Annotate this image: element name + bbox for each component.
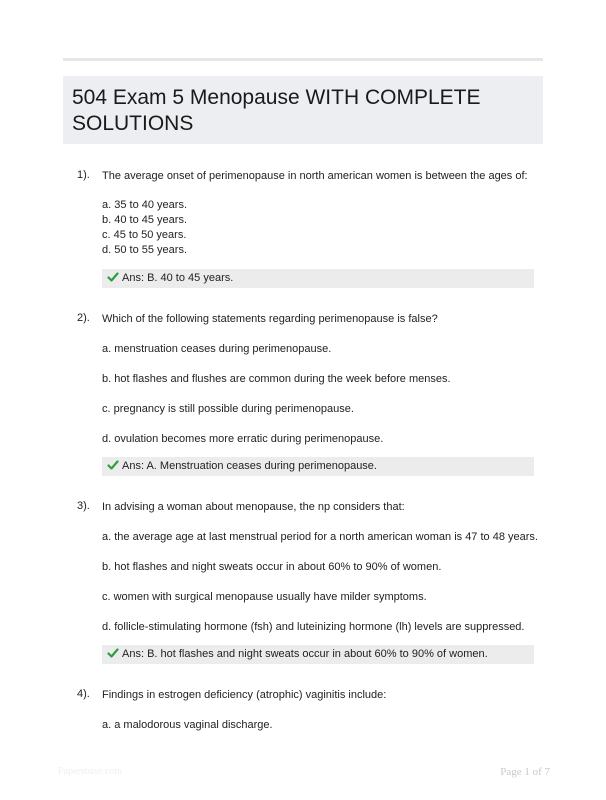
option-b: b. hot flashes and flushes are common during the week before menses. [102,373,451,385]
option-d: d. follicle-stimulating hormone (fsh) and luteinizing hormone (lh) levels are suppressed. [102,621,525,633]
option-a: a. 35 to 40 years. [102,199,187,211]
question-number: 3). [77,500,90,512]
option-d: d. ovulation becomes more erratic during perimenopause. [102,433,384,445]
option-b: b. hot flashes and night sweats occur in about 60% to 90% of women. [102,561,442,573]
answer-text: Ans: B. hot flashes and night sweats occur in about 60% to 90% of women. [122,648,488,660]
question-text: Findings in estrogen deficiency (atrophic) vaginitis include: [102,689,387,701]
page-number: Page 1 of 7 [500,766,550,778]
answer-text: Ans: B. 40 to 45 years. [122,272,234,284]
question-number: 1). [77,169,90,181]
answer-box [102,269,534,288]
option-a: a. the average age at last menstrual period for a north american woman is 47 to 48 years. [102,531,538,543]
option-c: c. 45 to 50 years. [102,229,187,241]
title-box [63,76,543,144]
check-icon [107,459,119,471]
question-number: 2). [77,312,90,324]
question-text: Which of the following statements regarding perimenopause is false? [102,313,438,325]
answer-text: Ans: A. Menstruation ceases during perimenopause. [122,460,377,472]
option-b: b. 40 to 45 years. [102,214,187,226]
answer-box [102,457,534,476]
check-icon [107,271,119,283]
answer-box [102,645,534,664]
question-number: 4). [77,688,90,700]
option-a: a. a malodorous vaginal discharge. [102,719,273,731]
check-icon [107,647,119,659]
top-divider [63,58,543,61]
option-d: d. 50 to 55 years. [102,244,187,256]
option-c: c. pregnancy is still possible during perimenopause. [102,403,354,415]
footer-watermark: Papersbase.com [58,766,123,777]
question-text: The average onset of perimenopause in north american women is between the ages of: [102,170,528,182]
option-c: c. women with surgical menopause usually have milder symptoms. [102,591,427,603]
option-a: a. menstruation ceases during perimenopause. [102,343,332,355]
page-title: 504 Exam 5 Menopause WITH COMPLETE SOLUTIONS [72,86,481,135]
question-text: In advising a woman about menopause, the np considers that: [102,501,405,513]
